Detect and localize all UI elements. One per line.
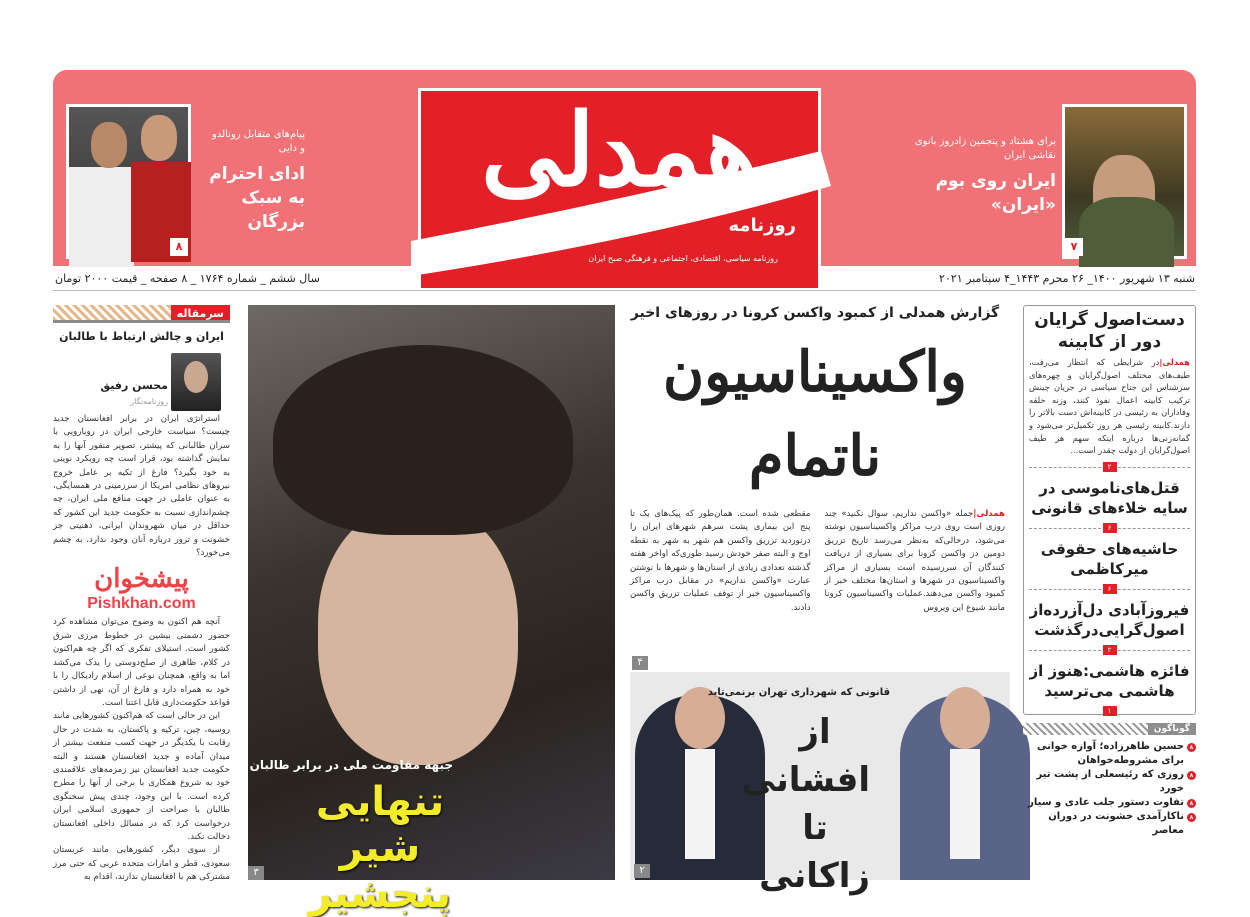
page-badge: ۳: [248, 866, 264, 880]
news-headline: دست‌اصول گرایان دور از کابینه: [1034, 310, 1185, 352]
photo-kicker: جبهه مقاومت ملی در برابر طالبان: [249, 758, 453, 772]
right-column: [1023, 305, 1196, 838]
face: [91, 122, 127, 168]
page-badge: ۲: [1103, 645, 1117, 655]
page-badge: ۸: [170, 238, 188, 256]
masthead-prefix: روزنامه: [728, 215, 796, 236]
author-role: روزنامه‌نگار: [130, 397, 168, 406]
item-text: حسین طاهرزاده؛ آوازه خوانی برای مشروطه‌خواهان: [1037, 740, 1184, 766]
news-item[interactable]: [1029, 539, 1190, 593]
page-badge: ۴: [632, 656, 648, 670]
news-headline: فیروزآبادی دل‌آزرده‌از اصول‌گرایی‌درگذشت: [1029, 600, 1190, 639]
date-line: شنبه ۱۳ شهریور ۱۴۰۰_ ۲۶ محرم ۱۴۴۳_۴ سپتامبر ۲۰۲۱: [938, 272, 1195, 285]
news-item[interactable]: [1029, 478, 1190, 532]
watermark: [53, 562, 230, 614]
list-item[interactable]: [1023, 740, 1196, 768]
author-avatar: [171, 353, 221, 411]
news-box: [1023, 305, 1196, 715]
mayor-headline: از افشانی تا زاکانی: [741, 712, 870, 896]
teaser-headline: ادای احترام به سبک بزرگان: [209, 164, 305, 232]
item-text: تفاوت دستور جلب عادی و سیار: [1028, 796, 1184, 808]
portrait-face: [318, 505, 518, 765]
page-bullet: ۸: [1187, 743, 1196, 752]
lead-headline[interactable]: واکسیناسیون ناتمام: [663, 339, 967, 489]
editorial-header: [53, 305, 230, 323]
mayor-story[interactable]: [630, 672, 1010, 896]
head: [940, 687, 990, 749]
page-bullet: ۸: [1187, 813, 1196, 822]
paragraph: آنچه هم اکنون به وضوح می‌توان مشاهده کرد حضور دشمنی بیشین در خطوط مرزی شرق کشور است. استیلای تفکری که اگر چه هم‌اکنون در کلام، ظاهری از صلح‌دوستی را یدک می‌کشد اما به واقع، همچنان نوعی از اسلام رادیکال را با خود به همراه دارد و فارغ از آن، نهی از داشتن قواعد حکومت‌داری قابل اعتنا است.: [53, 617, 230, 708]
editorial-body: [53, 413, 230, 885]
scarf: [1079, 197, 1174, 267]
news-headline: قتل‌های‌ناموسی در سایه خلاءهای قانونی: [1031, 478, 1188, 517]
misc-section: [1023, 723, 1196, 838]
news-headline: فائزه هاشمی:هنوز از هاشمی می‌ترسید: [1029, 661, 1190, 700]
person-right: [900, 695, 1030, 880]
white-shirt: [69, 167, 134, 267]
list-item[interactable]: [1023, 796, 1196, 810]
masthead-title: همدلی: [481, 91, 758, 209]
watermark-en: Pishkhan.com: [87, 595, 196, 613]
masthead-tagline: روزنامه سیاسی، اقتصادی، اجتماعی و فرهنگی صبح ایران: [588, 254, 778, 263]
mayor-kicker: قانونی که شهرداری تهران برنمی‌تابد: [707, 687, 890, 698]
divider: [53, 290, 1196, 291]
hatch-decoration: [53, 305, 171, 320]
page-badge: ۱: [1103, 706, 1117, 716]
shirt: [685, 749, 715, 859]
news-text: [1029, 356, 1190, 457]
author-name: محسن رفیق: [100, 379, 168, 392]
paragraph: این در حالی است که هم‌اکنون کشورهایی مانند روسیه، چین، ترکیه و پاکستان، به شدت در حال رقابت با یکدیگر در جهت کسب منفعت بیشتر از میدان آماده و جدید افغانستان هستند و البته حکومت جدید افغانستان نیز زمزمه‌های علاقمندی خود به شروع همکاری با برخی از آنها را مطرح کرده است. با این وجود، چندی پیش سخنگوی طالبان با صراحت از جمهوری اسلامی ایران درخواست کرد که در مسائل داخلی افغانستان دخالت نکند.: [53, 711, 230, 842]
teaser-painter[interactable]: [906, 135, 1056, 217]
paragraph: استراتژی ایران در برابر افغانستان جدید چیست؟ سیاست خارجی ایران در رویارویی با سران طالبانی که پیشتر، تصویر منفور آنها را به نمایش گذاشته بود، قرار است چه رویکرد نوینی به خود بگیرد؟ فارغ از تکیه بر عامل خروج نیروهای نظامی امریکا از سرزمینی در همسایگی، به عنوان عاملی در جهت منافع ملی ایران، چه چشم‌اندازی نسبت به حکومت جدید این کشور که حداقل در میان شهروندان ایرانی، ذهنیتی جز خشونت و ترور درباره آنان وجود ندارد، به چشم می‌خورد؟: [53, 414, 230, 559]
editorial-title[interactable]: ایران و چالش ارتباط با طالبان: [59, 330, 224, 343]
watermark-fa: پیشخوان: [94, 563, 189, 594]
item-text: ناکارآمدی خشونت در دوران معاصر: [1048, 810, 1184, 836]
portrait-hat: [273, 345, 573, 535]
editorial-label: سرمقاله: [171, 305, 230, 320]
hatch-decoration: [1023, 723, 1148, 735]
source-tag: همدلی|: [973, 509, 1005, 519]
item-text: روزی که رئیسعلی از پشت تیر خورد: [1036, 768, 1184, 794]
teaser-photo-painter[interactable]: [1062, 104, 1187, 259]
teaser-photo-football[interactable]: [66, 104, 191, 259]
news-body: در شرایطی که انتظار می‌رفت، طیف‌های مختلف اصول‌گرایان و چهره‌های سرشناس این جناح سیاسی در جریان چینش ترکیب کابینه اعمال نفوذ کنند، وزنه حلقه وفاداران به رئیسی در کابینه‌اش دست بالاتر را دارند.کابینه رئیسی هر روز تکمیل‌تر می‌شود و گمانه‌زنی‌ها درباره اینکه سهم هر طیف اصول‌گرایان از دولت چقدر است...: [1029, 357, 1190, 456]
masthead-logo[interactable]: [418, 88, 821, 291]
issue-info: سال ششم _ شماره ۱۷۶۴ _ ۸ صفحه _ قیمت ۲۰۰۰ تومان: [55, 272, 320, 285]
news-item[interactable]: [1029, 600, 1190, 654]
lead-text-2: مقطعی شده است. همان‌طور که پیک‌های یک تا پنج این بیماری پشت سرهم شهرهای ایران را درنوردید تزریق واکسن هم شهر به شهر به نقطه اوج و البته صفر خودش رسید طوری‌که اواخر هفته گذشته تعدادی زیادی از استان‌ها و شهرها با نوشتن عبارت «واکسن نداریم» در مقابل درب مراکز واکسیناسیون خبر از توقف عملیات تزریق واکسن دادند.: [630, 509, 811, 613]
lead-column-1: [825, 508, 1006, 615]
news-headline: حاشیه‌های حقوقی میرکاظمی: [1040, 539, 1179, 578]
news-item[interactable]: [1029, 661, 1190, 715]
lead-kicker: گزارش همدلی از کمبود واکسن کرونا در روزهای اخیر: [630, 305, 1000, 321]
page-badge: ۶: [1103, 584, 1117, 594]
page-badge: ۲: [1103, 462, 1117, 472]
face: [141, 115, 177, 161]
photo-story[interactable]: [248, 305, 615, 917]
page-bullet: ۸: [1187, 771, 1196, 780]
editorial-column: [53, 305, 230, 885]
page-bullet: ۸: [1187, 799, 1196, 808]
misc-label: گوناگون: [1148, 723, 1196, 735]
page-badge: ۷: [1065, 238, 1083, 256]
source-tag: همدلی|: [1159, 357, 1190, 367]
teaser-kicker: پیام‌های متقابل رونالدو و دایی: [212, 129, 305, 154]
author-block: [53, 351, 230, 413]
news-item[interactable]: [1029, 309, 1190, 471]
shirt: [950, 749, 980, 859]
paragraph: از سوی دیگر، کشورهایی مانند عربستان سعودی، قطر و امارات متحده عربی که حتی مرز مشترکی هم با افغانستان ندارند، اقدام به: [53, 845, 230, 883]
lead-text-1: جمله «واکسن نداریم، سوال نکنید» چند روزی است روی درب مراکز واکسیناسیون نوشته می‌شود، درحالی‌که به‌نظر می‌رسد تاریخ تزریق دومین دز واکسن کرونا برای بسیاری از دریافت کنندگان آن سررسیده است بسیاری از مراکز واکسیناسیون در شهرها و استان‌ها مختلف خبر از کمبود واکسن می‌دهند.عملیات واکسیناسیون کرونا مانند شیوع این ویروس: [824, 509, 1005, 613]
misc-header: [1023, 723, 1196, 735]
teaser-headline: ایران روی بوم «ایران»: [935, 171, 1056, 215]
teaser-kicker: برای هشتاد و پنجمین زادروز بانوی نقاشی ایران: [914, 136, 1056, 161]
misc-list: [1023, 740, 1196, 838]
list-item[interactable]: [1023, 768, 1196, 796]
photo-headline: تنهایی شیر پنجشیر: [308, 779, 452, 917]
teaser-football[interactable]: [205, 128, 305, 234]
page-badge: ۶: [1103, 523, 1117, 533]
page-badge: ۲: [634, 864, 650, 878]
list-item[interactable]: [1023, 810, 1196, 838]
lead-body: [630, 508, 1005, 615]
